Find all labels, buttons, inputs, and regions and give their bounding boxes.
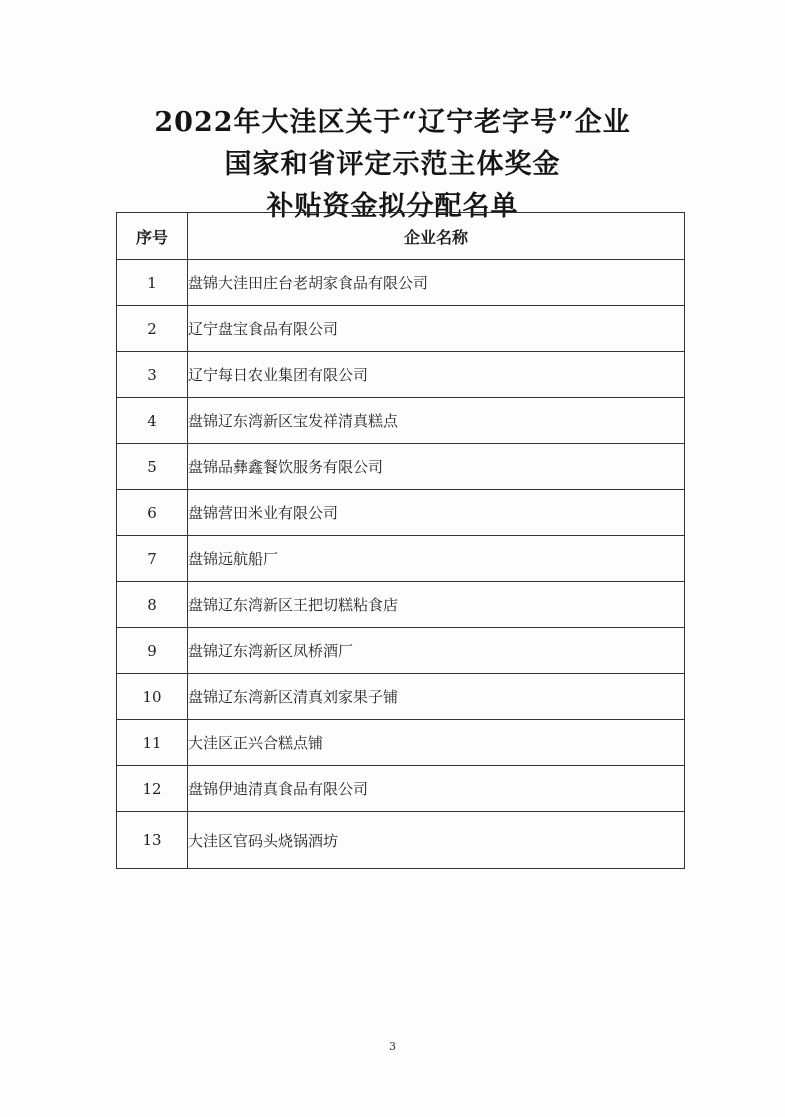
table-row — [117, 490, 685, 536]
row-company-name: 辽宁每日农业集团有限公司 — [188, 352, 685, 398]
row-company-name: 盘锦伊迪清真食品有限公司 — [188, 766, 685, 812]
table-row — [117, 444, 685, 490]
table-row — [117, 352, 685, 398]
row-number: 12 — [117, 766, 188, 812]
row-number: 10 — [117, 674, 188, 720]
row-number: 2 — [117, 306, 188, 352]
row-company-name: 盘锦远航船厂 — [188, 536, 685, 582]
row-number: 6 — [117, 490, 188, 536]
row-number: 11 — [117, 720, 188, 766]
row-number: 8 — [117, 582, 188, 628]
header-number: 序号 — [117, 213, 188, 260]
row-number: 3 — [117, 352, 188, 398]
row-company-name: 大洼区官码头烧锅酒坊 — [188, 812, 685, 869]
row-company-name: 盘锦辽东湾新区宝发祥清真糕点 — [188, 398, 685, 444]
row-company-name: 盘锦大洼田庄台老胡家食品有限公司 — [188, 260, 685, 306]
table-row — [117, 398, 685, 444]
row-company-name: 盘锦辽东湾新区凤桥酒厂 — [188, 628, 685, 674]
document-title-line-2: 国家和省评定示范主体奖金 — [224, 149, 561, 180]
table-row — [117, 766, 685, 812]
row-number: 4 — [117, 398, 188, 444]
document-title-line-3: 补贴资金拟分配名单 — [266, 191, 519, 222]
table-row — [117, 306, 685, 352]
row-number: 9 — [117, 628, 188, 674]
table-row — [117, 628, 685, 674]
row-company-name: 盘锦辽东湾新区清真刘家果子铺 — [188, 674, 685, 720]
row-company-name: 盘锦营田米业有限公司 — [188, 490, 685, 536]
row-company-name: 盘锦辽东湾新区王把切糕粘食店 — [188, 582, 685, 628]
page-number: 3 — [389, 1040, 396, 1053]
row-company-name: 大洼区正兴合糕点铺 — [188, 720, 685, 766]
document-title-line-1: 2022年大洼区关于“辽宁老字号”企业 — [154, 107, 631, 138]
table-row — [117, 536, 685, 582]
header-company-name: 企业名称 — [188, 213, 685, 260]
table-header-row — [117, 213, 685, 260]
row-number: 5 — [117, 444, 188, 490]
table-row — [117, 720, 685, 766]
table-row — [117, 812, 685, 869]
row-company-name: 盘锦品彝鑫餐饮服务有限公司 — [188, 444, 685, 490]
table-row — [117, 582, 685, 628]
row-number: 1 — [117, 260, 188, 306]
row-company-name: 辽宁盘宝食品有限公司 — [188, 306, 685, 352]
row-number: 7 — [117, 536, 188, 582]
row-number: 13 — [117, 812, 188, 869]
company-list-table — [116, 212, 685, 869]
table-row — [117, 674, 685, 720]
table-row — [117, 260, 685, 306]
